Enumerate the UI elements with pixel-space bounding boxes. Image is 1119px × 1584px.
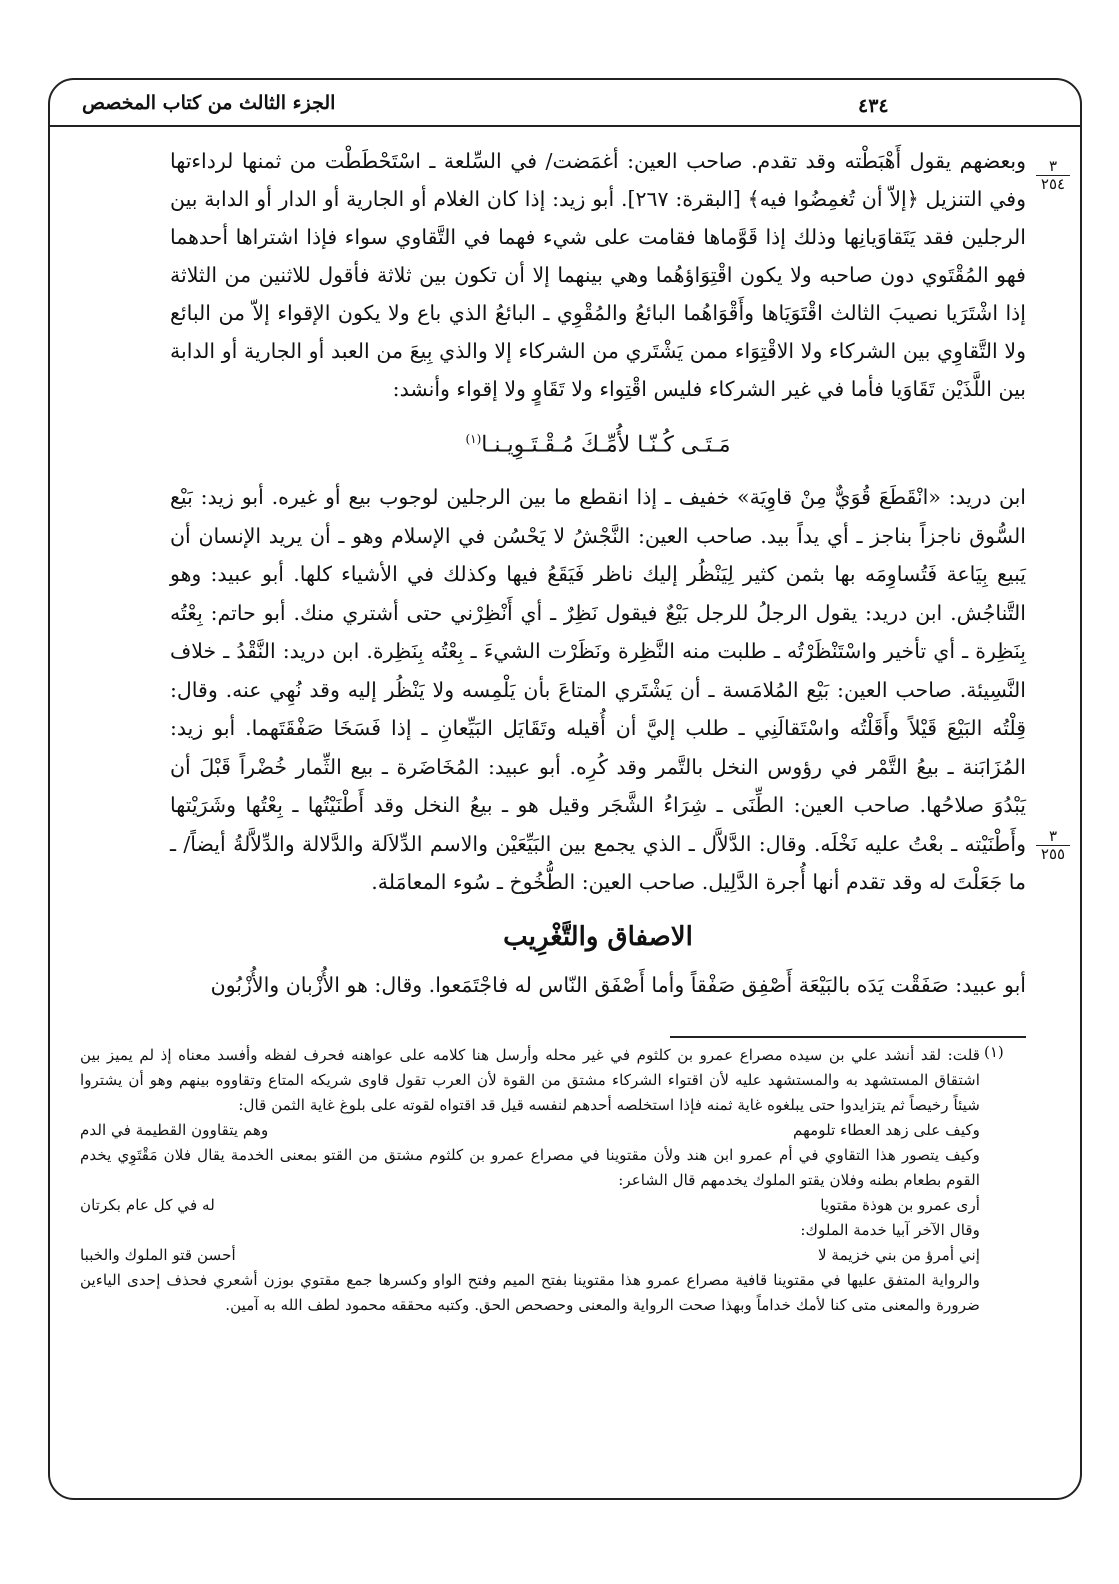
poem-2-hemistich-a: أرى عمرو بن هوذة مقتويا xyxy=(820,1196,980,1214)
body-text-2 xyxy=(170,478,1026,902)
footnote-text-3: وقال الآخر آبيا خدمة الملوك: xyxy=(800,1221,980,1239)
footnote-number: (١) xyxy=(984,1043,1004,1061)
poem-1-hemistich-a: وكيف على زهد العطاء تلومهم xyxy=(793,1121,980,1139)
margin-marker-2-top: ٣ xyxy=(1036,828,1070,846)
paragraph-2: ابن دريد: «انْقَطَعَ قُوَيٌّ مِنْ قاوِيَة» خفيف ـ إذا انقطع ما بين الرجلين لوجوب بيع أو غيره. أبو زيد: بَيْع السُّوق ناجزاً بناجز ـ أي يداً بيد. صاحب العين: النَّجْشُ لا يَحْسُن في الإسلام وهو ـ أن يريد الإنسان أن يَبيع بِيَاعة فَتُساوِمَه بها بثمن كثير لِيَنْظُر إليك ناظر فَيَقَعُ فيها وكذلك في الأشياء كلها. أبو عبيد: وهو التَّناجُش. ابن دريد: يقول الرجلُ للرجل بَيْعٌ فيقول نَظِرٌ ـ أي أَنْظِرْني حتى أشتري منك. أبو حاتم: بِعْتُه بِنَظِرة ـ أي تأخير واسْتَنْظَرْتُه ـ طلبت منه النَّظِرة ونَظَرْت الشيءَ ـ بِعْتُه بِنَظِرة. ابن دريد: النَّقْدُ ـ خلاف النَّسِيئة. صاحب العين: بَيْع المُلامَسة ـ أن يَشْتَري المتاعَ بأن يَلْمِسه ولا يَنْظُر إليه وقد نُهِي عنه. وقال: قِلْتُه البَيْعَ قَيْلاً وأَقَلْتُه واسْتَقالَنِي ـ طلب إليَّ أن أُقيله وتَقَايَل البَيِّعانِ ـ إذا فَسَخَا صَفْقَتَهما. أبو زيد: المُزَابَنة ـ بيعُ التَّمْر في رؤوس النخل بالتَّمر وقد كُرِه. أبو عبيد: المُخَاضَرة ـ بيع الثِّمار خُضْراً قَبْلَ أن يَبْدُوَ صلاحُها. صاحب العين: الطِّنَى ـ شِرَاءُ الشَّجَر وقيل هو ـ بيعُ النخل وقد أَطْنَيْتُها ـ بِعْتُها وشَرَيْتها وأَطْنَيْته ـ بعْتُ عليه نَخْلَه. وقال: الدَّلاَّل ـ الذي يجمع بين البَيِّعَيْن والاسم الدِّلاَلة والدَّلالة والدِّلاَّلةُ أيضاً/ ـ ما جَعَلْتَ له وقد تقدم أنها أُجرة الدَّلِيل. صاحب العين: الطُّخُوخ ـ سُوء المعامَلة. xyxy=(170,485,1026,894)
header-rule xyxy=(48,125,1080,127)
body-text-1 xyxy=(170,142,1026,408)
verse-footnote-ref: (١) xyxy=(465,432,482,446)
running-title: الجزء الثالث من كتاب المخصص xyxy=(82,92,336,114)
margin-marker-1-top: ٣ xyxy=(1036,158,1070,176)
margin-marker-2 xyxy=(1036,828,1070,863)
paragraph-3: أبو عبيد: صَفَقْت يَدَه بالبَيْعَة أَصْفِق صَفْقاً وأما أَصْفَق النّاس له فاجْتَمَعوا. وقال: هو الأُزْبان والأُزْبُون xyxy=(210,973,1026,997)
verse-line xyxy=(170,432,1026,457)
footnote-poem-3 xyxy=(80,1243,980,1268)
margin-marker-2-bottom: ٢٥٥ xyxy=(1040,845,1066,863)
paragraph-1: وبعضهم يقول أَهْبَطْته وقد تقدم. صاحب العين: أغمَضت/ في السِّلعة ـ اسْتَحْطَطْت من ثمنها لرداءتها وفي التنزيل ﴿إلاّ أن تُغمِضُوا فيه﴾ [البقرة: ٢٦٧]. أبو زيد: إذا كان الغلام أو الجارية أو الدار أو الدابة بين الرجلين فقد يَتَقاوَيانِها وذلك إذا قَوَّماها فقامت على شيء فهما في التَّقاوي سواء فإذا اشتراها أحدهما فهو المُقْتَوي دون صاحبه ولا يكون اقْتِوَاؤهُما وهي بينهما إلا أن تكون بين ثلاثة فأقول للاثنين من الثلاثة إذا اشْتَرَيا نصيبَ الثالث اقْتَوَيَاها وأَقْوَاهُما البائعُ والمُقْوِي ـ البائعُ الذي باع ولا يكون الإقواء إلاّ من البائع ولا التَّقاوِي بين الشركاء ولا الاقْتِوَاء ممن يَشْتَري من الشركاء إلا والذي بِيعَ من العبد أو الجارية أو الدابة بين اللَّذَيْن تَقَاوَيا فأما في غير الشركاء فليس اقْتِواء ولا تَقَاوٍ ولا إقواء وأنشد: xyxy=(170,149,1026,401)
footnote-rule xyxy=(670,1036,1026,1038)
footnote-text-2: وكيف يتصور هذا التقاوي في أم عمرو ابن هند ولأن مقتوينا في مصراع عمرو بن كلثوم مشتق من القتو بمعنى الخدمة يقال فلان مَقْتَوِي يخدم القوم بطعام بطنه وفلان يقتو الملوك يخدمهم قال الشاعر: xyxy=(80,1146,980,1189)
footnote-poem-1 xyxy=(80,1118,980,1143)
footnote-text-1: قلت: لقد أنشد علي بن سيده مصراع عمرو بن كلثوم في غير محله وأرسل هنا كلامه على عواهنه فحرف لفظه وأفسد معناه إذ لم يميز بين اشتقاق المستشهد به والمستشهد عليه لأن اقتواء الشركاء مشتق من القوة لأن العرب تقول قاوى شريكه المتاع وتقاووه بينهم وهو أن يشتروا شيئاً رخيصاً ثم يتزايدوا حتى يبلغوه غاية ثمنه فإذا استخلصه أحدهم لنفسه قيل قد اقتواه لقوته على بلوغ غاية الثمن قال: xyxy=(80,1046,980,1114)
verse-text: مَـتَـى كُـنّـا لأُمِّـكَ مُـقْـتَـوِيـنـا xyxy=(481,432,731,458)
page-number: ٤٣٤ xyxy=(858,95,889,117)
section-heading: الاصفاق والتَّغْرِيب xyxy=(503,922,693,952)
poem-3-hemistich-a: إني أمرؤ من بني خزيمة لا xyxy=(817,1246,980,1264)
poem-1-hemistich-b: وهم يتقاوون القطيمة في الدم xyxy=(80,1121,269,1139)
footnote-poem-2 xyxy=(80,1193,980,1218)
footnote-block xyxy=(80,1043,980,1318)
poem-3-hemistich-b: أحسن قتو الملوك والخببا xyxy=(80,1246,236,1264)
margin-marker-1-bottom: ٢٥٤ xyxy=(1040,175,1066,193)
footnote-text-4: والرواية المتفق عليها في مقتوينا قافية مصراع عمرو هذا مقتوينا بفتح الميم وفتح الواو وكسرها جمع مقتوي بوزن أشعري فحذف إحدى الياءين ضرورة والمعنى متى كنا لأمك خداماً وبهذا صحت الرواية والمعنى وحصحص الحق. وكتبه محققه محمود لطف الله به آمين. xyxy=(80,1271,980,1314)
poem-2-hemistich-b: له في كل عام بكرتان xyxy=(80,1196,215,1214)
body-text-3 xyxy=(170,966,1026,1004)
margin-marker-1 xyxy=(1036,158,1070,193)
